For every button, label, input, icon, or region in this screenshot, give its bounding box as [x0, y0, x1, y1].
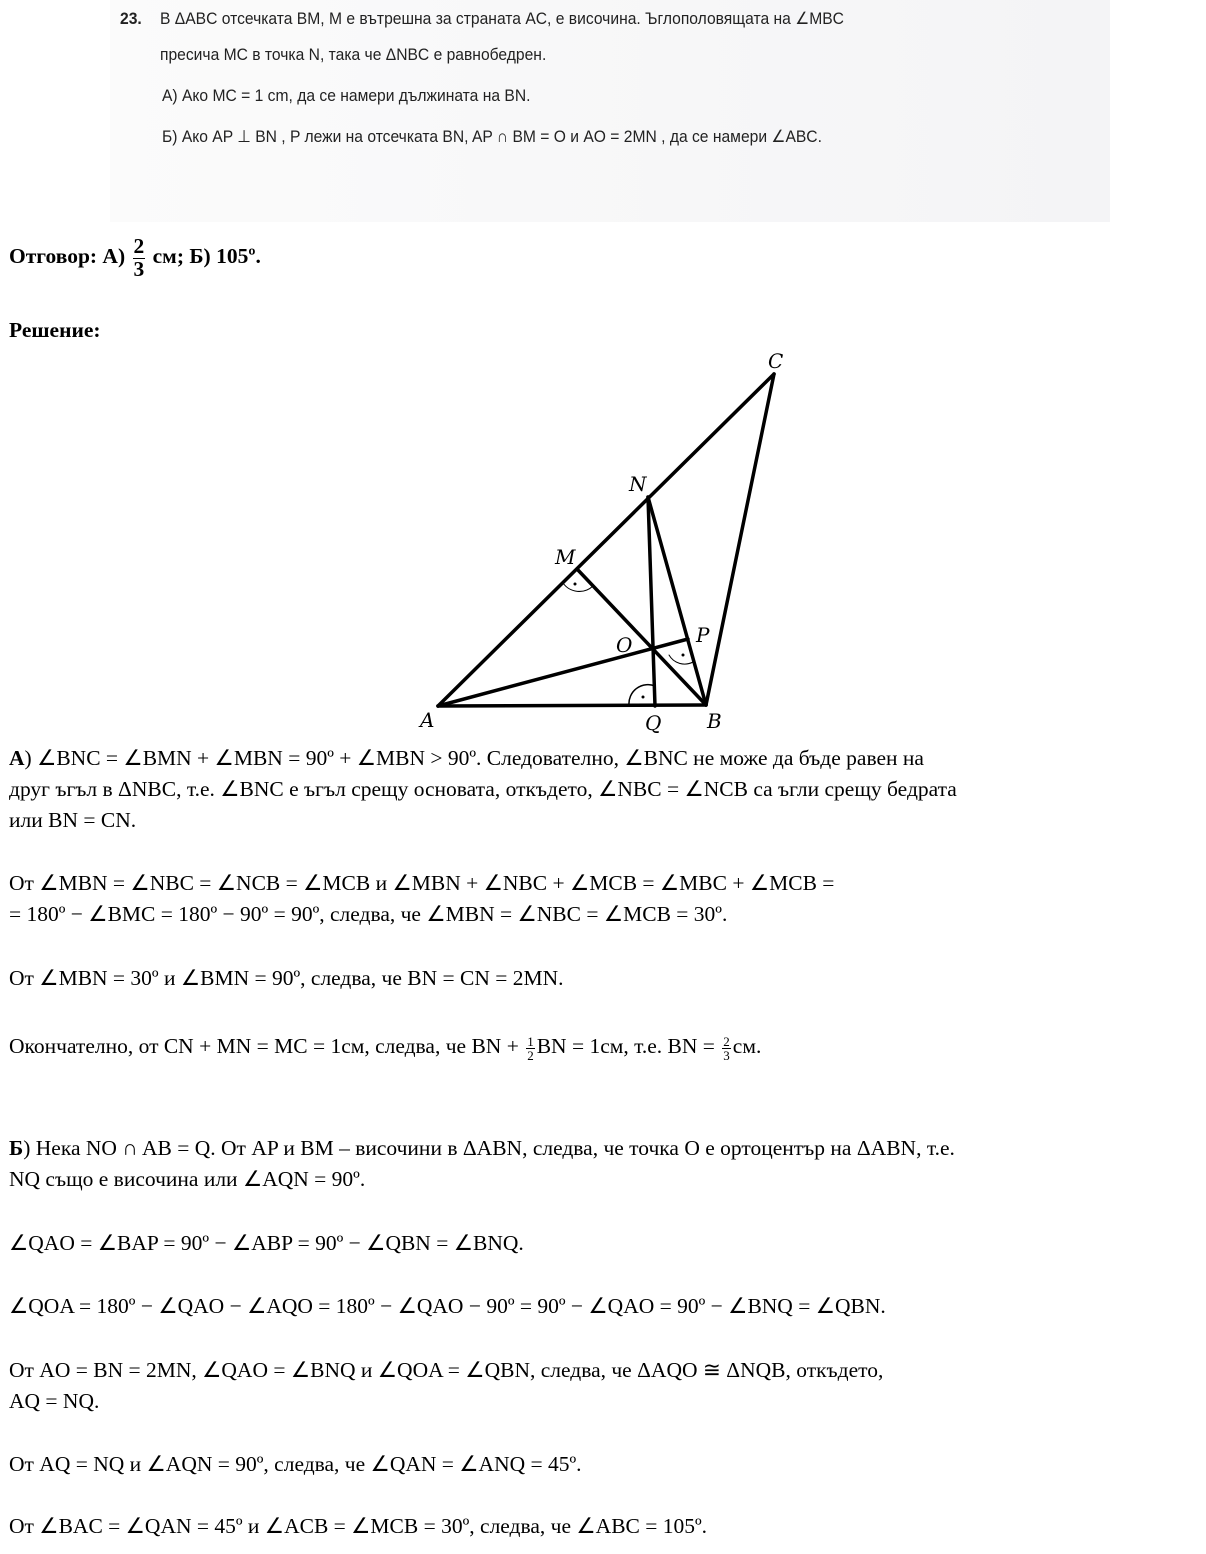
text: BN = 1см, т.е. BN =	[536, 1034, 715, 1058]
problem-line: Б) Ако AP ⊥ BN , P лежи на отсечката BN, AP ∩ BM = O и AO = 2MN , да се намери ∠ABC.	[162, 127, 822, 146]
problem-line: В ΔABC отсечката BM, M е вътрешна за страната AC, е височина. Ъглополовящата на ∠MBC	[160, 9, 844, 28]
problem-number: 23.	[120, 9, 142, 28]
segment-AC	[438, 374, 774, 706]
solution-line: От AQ = NQ и ∠AQN = 90º, следва, че ∠QAN = ∠ANQ = 45º.	[9, 1452, 582, 1476]
right-angle-Q	[629, 685, 655, 705]
numerator: 2	[723, 1033, 730, 1049]
fraction-two-thirds	[722, 1035, 731, 1062]
label-O: O	[616, 633, 633, 657]
solution-line: От ∠BAC = ∠QAN = 45º и ∠ACB = ∠MCB = 30º, следва, че ∠ABC = 105º.	[9, 1514, 708, 1538]
label-B: B	[707, 709, 722, 733]
solution-line: друг ъгъл в ΔNBC, т.е. ∠BNC е ъгъл срещу основата, откъдето, ∠NBC = ∠NCB са ъгли срещу бедрата	[9, 777, 957, 801]
solution-line: От AO = BN = 2MN, ∠QAO = ∠BNQ и ∠QOA = ∠QBN, следва, че ΔAQO ≅ ΔNQB, откъдето,	[9, 1358, 884, 1382]
denominator: 2	[527, 1047, 534, 1063]
solution-line	[9, 1034, 761, 1062]
denominator: 3	[723, 1047, 730, 1063]
part-label: Б	[9, 1136, 24, 1160]
solution-line: AQ = NQ.	[9, 1389, 100, 1413]
label-Q: Q	[645, 711, 662, 735]
text: ) Нека NO ∩ AB = Q. От AP и BM – височини в ΔABN, следва, че точка O е ортоцентър на ΔABN, т.е.	[23, 1136, 955, 1160]
numerator: 1	[527, 1033, 534, 1049]
solution-line: ∠QOA = 180º − ∠QAO − ∠AQO = 180º − ∠QAO − 90º = 90º − ∠QAO = 90º − ∠BNQ = ∠QBN.	[9, 1294, 886, 1318]
numerator: 2	[133, 234, 145, 258]
segment-NQ	[648, 497, 655, 706]
solution-line: = 180º − ∠BMC = 180º − 90º = 90º, следва, че ∠MBN = ∠NBC = ∠MCB = 30º.	[9, 902, 728, 926]
label-P: P	[696, 623, 710, 647]
part-label: А	[9, 746, 25, 770]
label-A: A	[420, 708, 435, 732]
text: ) ∠BNC = ∠BMN + ∠MBN = 90º + ∠MBN > 90º. Следователно, ∠BNC не може да бъде равен на	[24, 746, 924, 770]
text: см.	[732, 1034, 762, 1058]
answer-suffix: см; Б) 105º.	[152, 243, 261, 268]
solution-line: От ∠MBN = 30º и ∠BMN = 90º, следва, че BN = CN = 2MN.	[9, 966, 564, 990]
text: Окончателно, от CN + MN = MC = 1см, следва, че BN +	[9, 1034, 519, 1058]
segment-AB	[438, 705, 706, 706]
label-N: N	[629, 472, 647, 496]
solution-line: ∠QAO = ∠BAP = 90º − ∠ABP = 90º − ∠QBN = ∠BNQ.	[9, 1231, 524, 1255]
label-M: M	[555, 545, 576, 569]
geometry-diagram	[0, 0, 1206, 760]
solution-line: или BN = CN.	[9, 808, 137, 832]
fraction-half	[526, 1035, 535, 1062]
label-C: C	[768, 349, 784, 373]
right-angle-M	[563, 583, 593, 591]
segment-BC	[706, 374, 774, 705]
segment-AP	[438, 639, 688, 706]
solution-line	[9, 746, 924, 771]
solution-line	[9, 1136, 955, 1161]
denominator: 3	[133, 256, 145, 281]
solution-line: От ∠MBN = ∠NBC = ∠NCB = ∠MCB и ∠MBN + ∠NBC + ∠MCB = ∠MBC + ∠MCB =	[9, 871, 835, 895]
right-angle-P	[669, 655, 693, 664]
solution-heading: Решение:	[9, 318, 101, 342]
answer-prefix: Отговор: А)	[9, 243, 126, 268]
problem-line: А) Ако MC = 1 cm, да се намери дължината на BN.	[162, 86, 531, 105]
solution-line: NQ също е височина или ∠AQN = 90º.	[9, 1167, 366, 1191]
problem-line: пресича MC в точка N, така че ΔNBC е равнобедрен.	[160, 45, 547, 64]
